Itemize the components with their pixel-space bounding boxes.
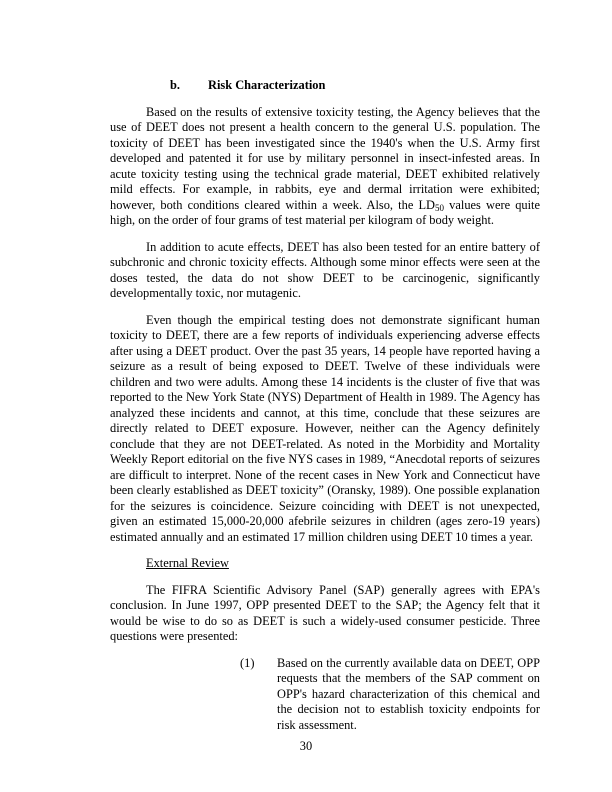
question-1-text: Based on the currently available data on DEET, OPP requests that the members of the SAP comment on OPP's hazard characterization of this chemical and the decision not to establish toxicity endpoints for risk assessment. — [277, 655, 540, 732]
section-heading — [170, 78, 540, 94]
ld50-subscript: 50 — [435, 202, 445, 213]
paragraph-1-text-pre: Based on the results of extensive toxicity testing, the Agency believes that the use of DEET does not present a health concern to the general U.S. population. The toxicity of DEET has been investigated since the 1940's when the U.S. Army first developed and patented it for use by military personnel in insect-infested areas. In acute toxicity testing using the technical grade material, DEET exhibited relatively mild effects. For example, in rabbits, eye and dermal irritation were exhibited; however, both conditions cleared within a week. Also, the — [110, 104, 540, 212]
external-review-heading — [146, 556, 540, 572]
document-content — [110, 78, 540, 744]
paragraph-risk-characterization-2: In addition to acute effects, DEET has also been tested for an entire battery of subchronic and chronic toxicity effects. Although some minor effects were seen at the doses tested, the data do not show DEET to be carcinogenic, significantly developmentally toxic, nor mutagenic. — [110, 239, 540, 300]
paragraph-1-text-post: values were quite high, on the order of four grams of test material per kilogram of body weight. — [110, 197, 540, 227]
question-list-item-1 — [240, 656, 540, 734]
ld50-label: LD — [418, 197, 436, 212]
section-title: Risk Characterization — [208, 78, 326, 92]
paragraph-external-review-1: The FIFRA Scientific Advisory Panel (SAP) generally agrees with EPA's conclusion. In June 1997, OPP presented DEET to the SAP; the Agency felt that it would be wise to do so as DEET is such a widely-used consumer pesticide. Three questions were presented: — [110, 582, 540, 643]
external-review-heading-text: External Review — [146, 556, 229, 570]
question-1-number: (1) — [240, 655, 255, 670]
paragraph-risk-characterization-1 — [110, 105, 540, 229]
paragraph-risk-characterization-3: Even though the empirical testing does not demonstrate significant human toxicity to DEET, there are a few reports of individuals experiencing adverse effects after using a DEET product. Over the past 35 years, 14 people have reported having a seizure as a result of being exposed to DEET. Twelve of these individuals were children and two were adults. Among these 14 incidents is the cluster of five that was reported to the New York State (NYS) Department of Health in 1989. The Agency has analyzed these incidents and cannot, at this time, conclude that these seizures are directly related to DEET exposure. However, neither can the Agency definitely conclude that they are not DEET-related. As noted in the Morbidity and Mortality Weekly Report editorial on the five NYS cases in 1989, “Anecdotal reports of seizures are difficult to interpret. None of the recent cases in New York and Connecticut have been clearly established as DEET toxicity” (Oransky, 1989). One possible explanation for the seizures is coincidence. Seizure coinciding with DEET is not unexpected, given an estimated 15,000-20,000 afebrile seizures in children (ages zero-19 years) estimated annually and an estimated 17 million children using DEET 10 times a year. — [110, 312, 540, 544]
page-number: 30 — [299, 739, 313, 753]
section-letter: b. — [170, 78, 180, 92]
